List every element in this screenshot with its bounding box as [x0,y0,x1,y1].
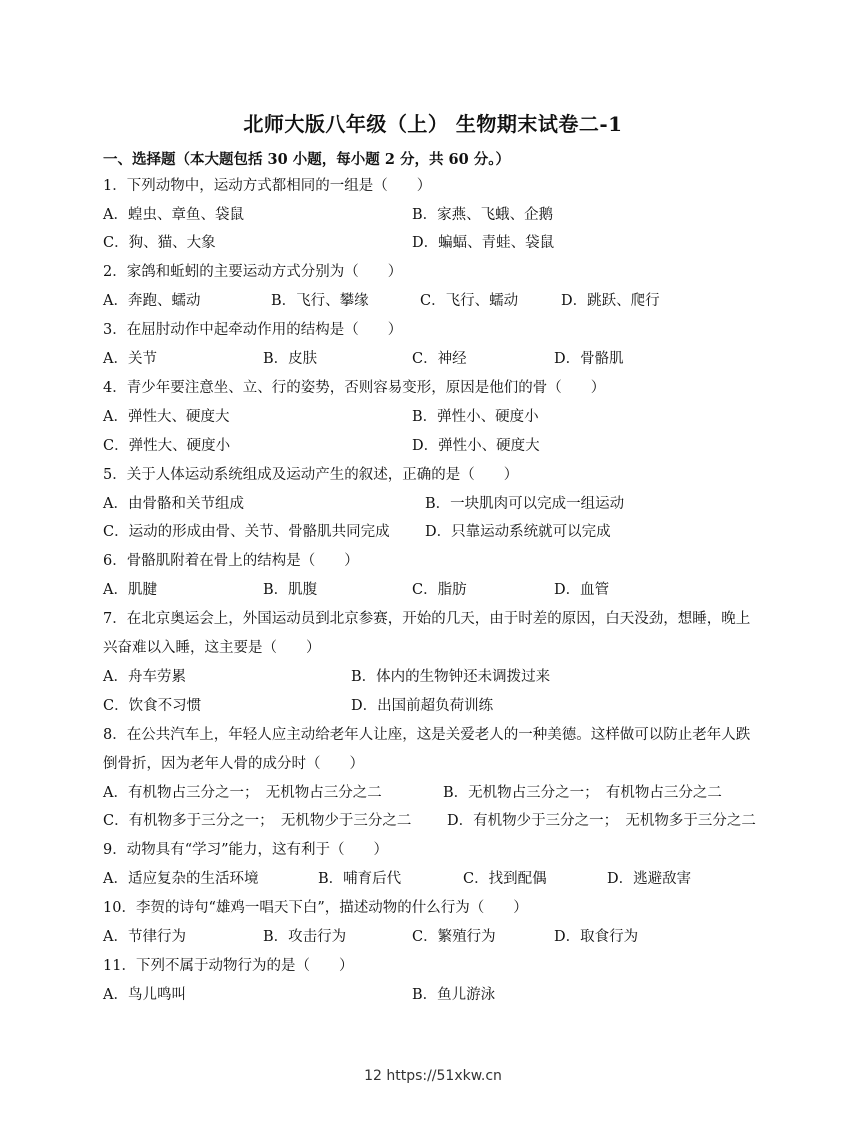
question-3: 3．在屈肘动作中起牵动作用的结构是（ ） [103,322,403,338]
option-4c: C．弹性大、硬度小 [103,438,231,454]
option-6c: C．脂肪 [412,582,467,598]
page-title: 北师大版八年级（上） 生物期末试卷二-1 [243,112,623,136]
section-heading: 一、选择题（本大题包括 30 小题，每小题 2 分，共 60 分。） [103,151,510,168]
option-5b: B．一块肌肉可以完成一组运动 [425,496,625,512]
question-5: 5．关于人体运动系统组成及运动产生的叙述，正确的是（ ） [103,467,519,483]
option-9b: B．哺育后代 [318,871,402,887]
page-footer: 12 https://51xkw.cn [364,1068,502,1084]
question-11: 11．下列不属于动物行为的是（ ） [103,958,354,974]
option-11a: A．鸟儿鸣叫 [103,987,186,1003]
option-6d: D．血管 [554,582,610,598]
option-5a: A．由骨骼和关节组成 [103,496,244,512]
option-9c: C．找到配偶 [463,871,547,887]
option-5d: D．只靠运动系统就可以完成 [425,524,611,540]
question-4: 4．青少年要注意坐、立、行的姿势，否则容易变形，原因是他们的骨（ ） [103,380,606,396]
option-1c: C．狗、猫、大象 [103,235,216,251]
option-5c: C．运动的形成由骨、关节、骨骼肌共同完成 [103,524,390,540]
question-8-cont: 倒骨折，因为老年人骨的成分时（ ） [103,756,364,772]
option-2b: B．飞行、攀缘 [271,293,369,309]
option-10a: A．节律行为 [103,929,186,945]
option-6b: B．肌腹 [263,582,318,598]
option-9d: D．逃避敌害 [607,871,692,887]
question-2: 2．家鸽和蚯蚓的主要运动方式分别为（ ） [103,264,403,280]
option-10b: B．攻击行为 [263,929,347,945]
option-7c: C．饮食不习惯 [103,698,202,714]
question-10: 10．李贺的诗句“雄鸡一唱天下白”，描述动物的什么行为（ ） [103,900,528,916]
question-7: 7．在北京奥运会上，外国运动员到北京参赛，开始的几天，由于时差的原因，白天没劲，想睡，晚上 [103,611,751,627]
option-4d: D．弹性小、硬度大 [412,438,540,454]
option-3a: A．关节 [103,351,157,367]
question-8: 8．在公共汽车上，年轻人应主动给老年人让座，这是关爱老人的一种美德。这样做可以防止老年人跌 [103,727,751,743]
question-7-cont: 兴奋难以入睡，这主要是（ ） [103,640,321,656]
option-7b: B．体内的生物钟还未调拨过来 [351,669,551,685]
option-7a: A．舟车劳累 [103,669,186,685]
option-3c: C．神经 [412,351,467,367]
option-2d: D．跳跃、爬行 [561,293,660,309]
question-1: 1．下列动物中，运动方式都相同的一组是（ ） [103,178,432,194]
option-11b: B．鱼儿游泳 [412,987,496,1003]
option-9a: A．适应复杂的生活环境 [103,871,259,887]
option-8b: B．无机物占三分之一； 有机物占三分之二 [443,785,722,801]
option-10d: D．取食行为 [554,929,639,945]
question-9: 9．动物具有“学习”能力，这有利于（ ） [103,842,389,858]
option-3b: B．皮肤 [263,351,318,367]
question-6: 6．骨骼肌附着在骨上的结构是（ ） [103,553,359,569]
option-8d: D．有机物少于三分之一； 无机物多于三分之二 [447,813,756,829]
option-8a: A．有机物占三分之一； 无机物占三分之二 [103,785,382,801]
option-1b: B．家燕、飞蛾、企鹅 [412,207,554,223]
option-4a: A．弹性大、硬度大 [103,409,230,425]
option-10c: C．繁殖行为 [412,929,496,945]
option-7d: D．出国前超负荷训练 [351,698,494,714]
option-1d: D．蝙蝠、青蛙、袋鼠 [412,235,555,251]
option-1a: A．蝗虫、章鱼、袋鼠 [103,207,244,223]
option-8c: C．有机物多于三分之一； 无机物少于三分之二 [103,813,412,829]
option-6a: A．肌腱 [103,582,157,598]
option-2c: C．飞行、蠕动 [420,293,519,309]
option-4b: B．弹性小、硬度小 [412,409,539,425]
option-3d: D．骨骼肌 [554,351,624,367]
option-2a: A．奔跑、蠕动 [103,293,201,309]
